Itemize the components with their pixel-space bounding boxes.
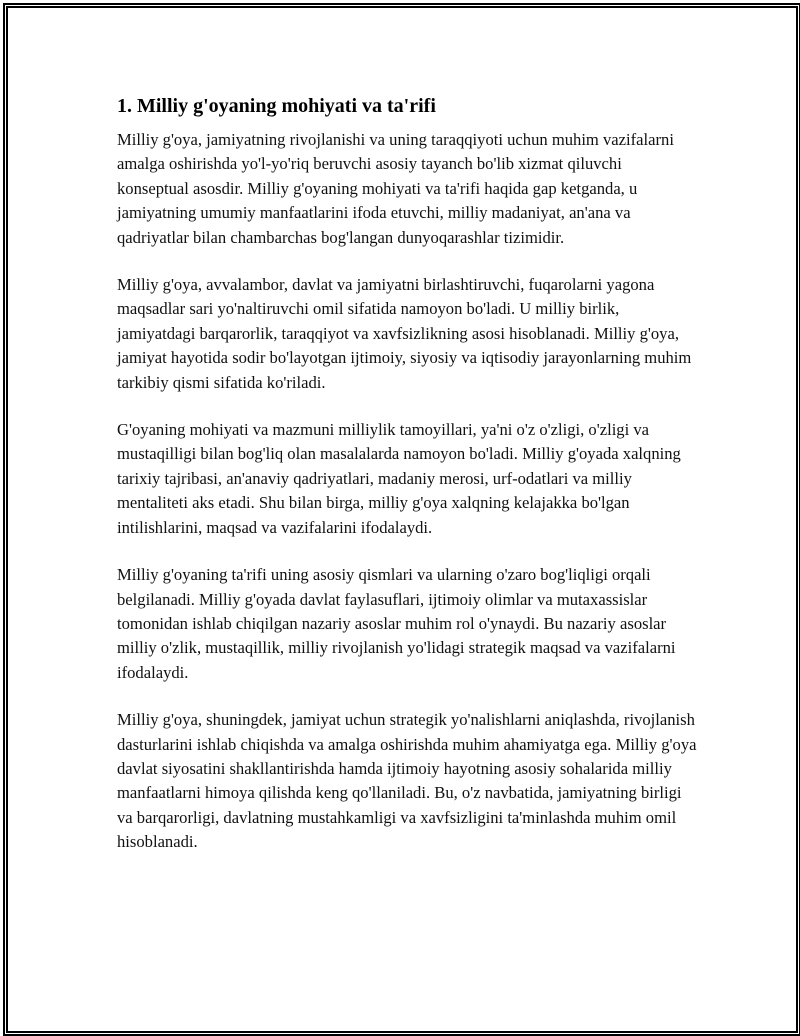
document-body: [117, 92, 697, 878]
paragraph-3: G'oyaning mohiyati va mazmuni milliylik tamoyillari, ya'ni o'z o'zligi, o'zligi va mustaqilligi bilan bog'liq olan masalalarda namoyon bo'ladi. Milliy g'oyada xalqning tarixiy tajribasi, an'anaviy qadriyatlari, madaniy merosi, urf-odatlari va milliy mentaliteti aks etadi. Shu bilan birga, milliy g'oya xalqning kelajakka bo'lgan intilishlarini, maqsad va vazifalarini ifodalaydi.: [117, 420, 681, 537]
paragraph-1: Milliy g'oya, jamiyatning rivojlanishi va uning taraqqiyoti uchun muhim vazifalarni amalga oshirishda yo'l-yo'riq beruvchi asosiy tayanch bo'lib xizmat qiluvchi konseptual asosdir. Milliy g'oyaning mohiyati va ta'rifi haqida gap ketganda, u jamiyatning umumiy manfaatlarini ifoda etuvchi, milliy madaniyat, an'ana va qadriyatlar bilan chambarchas bog'langan dunyoqarashlar tizimidir.: [117, 130, 674, 247]
paragraph-4: Milliy g'oyaning ta'rifi uning asosiy qismlari va ularning o'zaro bog'liqligi orqali belgilanadi. Milliy g'oyada davlat faylasuflari, ijtimoiy olimlar va mutaxassislar tomonidan ishlab chiqilgan nazariy asoslar muhim rol o'ynaydi. Bu nazariy asoslar milliy o'zlik, mustaqillik, milliy rivojlanish yo'lidagi strategik maqsad va vazifalarni ifodalaydi.: [117, 565, 676, 682]
section-heading: 1. Milliy g'oyaning mohiyati va ta'rifi: [117, 95, 436, 117]
paragraph-5: Milliy g'oya, shuningdek, jamiyat uchun strategik yo'nalishlarni aniqlashda, rivojlanish dasturlarini ishlab chiqishda va amalga oshirishda muhim ahamiyatga ega. Milliy g'oya davlat siyosatini shakllantirishda hamda ijtimoiy hayotning asosiy sohalarida milliy manfaatlarni himoya qilishda keng qo'llaniladi. Bu, o'z navbatida, jamiyatning birligi va barqarorligi, davlatning mustahkamligi va xavfsizligini ta'minlashda muhim omil hisoblanadi.: [117, 710, 697, 852]
paragraph-2: Milliy g'oya, avvalambor, davlat va jamiyatni birlashtiruvchi, fuqarolarni yagona maqsadlar sari yo'naltiruvchi omil sifatida namoyon bo'ladi. U milliy birlik, jamiyatdagi barqarorlik, taraqqiyot va xavfsizlikning asosi hisoblanadi. Milliy g'oya, jamiyat hayotida sodir bo'layotgan ijtimoiy, siyosiy va iqtisodiy jarayonlarning muhim tarkibiy qismi sifatida ko'riladi.: [117, 275, 692, 392]
